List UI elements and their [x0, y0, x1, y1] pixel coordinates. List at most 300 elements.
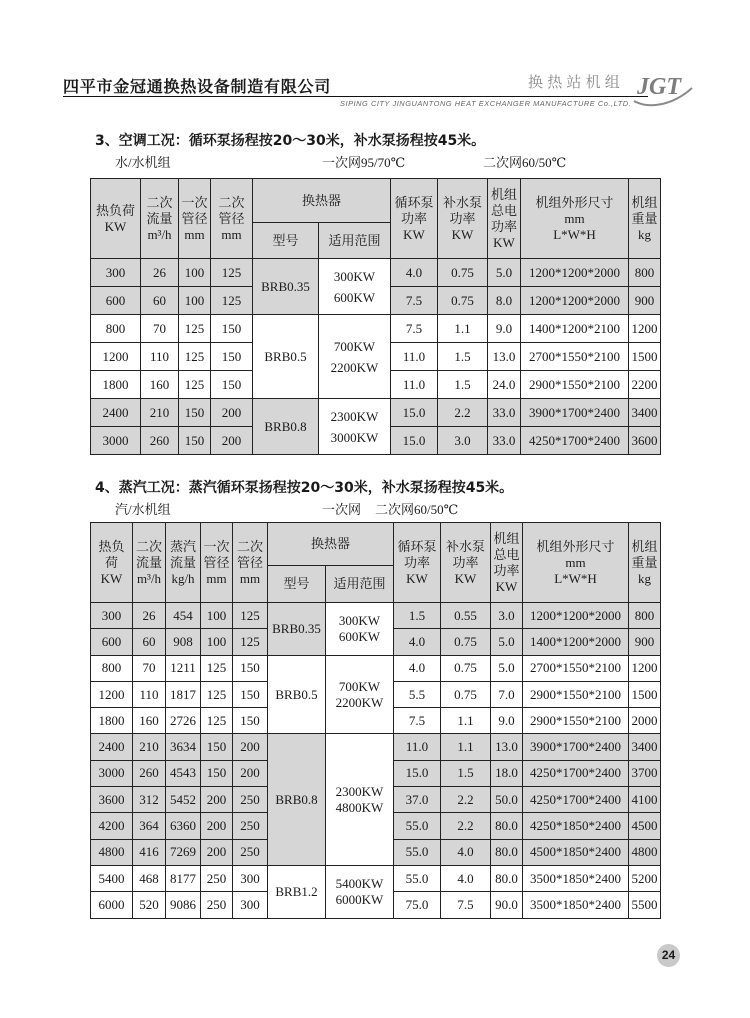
- total-power-cell: 24.0: [488, 371, 521, 399]
- makeup-pump-power-cell: 0.75: [441, 629, 491, 655]
- steam-flow-header: [166, 523, 201, 603]
- primary-pipe-cell: 100: [201, 629, 233, 655]
- heat-load-cell: 1200: [91, 343, 141, 371]
- header-row: [91, 179, 661, 223]
- makeup-pump-power-cell: 0.75: [441, 655, 491, 681]
- exchanger-range-cell-line: 700KW: [333, 338, 376, 354]
- secondary-flow-cell: 364: [133, 813, 166, 839]
- steam-flow-header-line: 蒸汽流量: [169, 538, 196, 570]
- total-power-header-line: 机组总电功率: [493, 530, 520, 578]
- dimensions-cell: 4250*1700*2400: [523, 760, 629, 786]
- steam-flow-cell: 6360: [166, 813, 201, 839]
- total-power-cell: 5.0: [491, 629, 523, 655]
- total-power-header-line: 机组总电功率: [491, 186, 518, 234]
- secondary-flow-header: [141, 179, 179, 259]
- dimensions-header-line: mm: [564, 210, 585, 226]
- secondary-flow-cell: 26: [141, 259, 179, 287]
- dimensions-cell: 1400*1200*2000: [523, 629, 629, 655]
- exchanger-range-cell-line: 6000KW: [335, 891, 384, 907]
- heat-load-header-line: 热负荷: [98, 538, 125, 570]
- makeup-pump-power-header: [438, 179, 488, 259]
- secondary-flow-cell: 160: [141, 371, 179, 399]
- heat-load-cell: 4800: [91, 839, 133, 865]
- circulation-pump-power-cell: 15.0: [391, 427, 438, 455]
- makeup-pump-power-cell: 4.0: [441, 865, 491, 891]
- exchanger-range-cell: [326, 865, 394, 918]
- secondary-pipe-header: [233, 523, 268, 603]
- weight-cell: 2000: [629, 708, 661, 734]
- circulation-pump-power-cell: 75.0: [394, 892, 441, 918]
- section-3-title: 3、空调工况：循环泵扬程按20～30米，补水泵扬程按45米。: [95, 133, 486, 149]
- primary-pipe-cell: 125: [179, 315, 211, 343]
- total-power-cell: 7.0: [491, 681, 523, 707]
- section-3-primary-net: 一次网95/70℃: [322, 155, 406, 170]
- table-row: [91, 865, 661, 891]
- weight-cell: 800: [629, 603, 661, 629]
- weight-cell: 4500: [629, 813, 661, 839]
- exchanger-range-cell-line: 5400KW: [335, 875, 384, 891]
- heat-load-header: [91, 523, 133, 603]
- secondary-flow-cell: 210: [133, 734, 166, 760]
- primary-pipe-header: [179, 179, 211, 259]
- heat-load-cell: 5400: [91, 865, 133, 891]
- secondary-flow-cell: 312: [133, 787, 166, 813]
- secondary-pipe-cell: 125: [211, 259, 253, 287]
- heat-load-cell: 600: [91, 629, 133, 655]
- heat-load-cell: 1800: [91, 708, 133, 734]
- exchanger-range-cell-line: 300KW: [338, 612, 381, 628]
- circulation-pump-power-cell: 4.0: [394, 655, 441, 681]
- dimensions-cell: 1200*1200*2000: [523, 603, 629, 629]
- logo-text: JGT: [637, 74, 681, 100]
- steam-flow-cell: 7269: [166, 839, 201, 865]
- makeup-pump-power-cell: 0.75: [441, 681, 491, 707]
- secondary-pipe-cell: 200: [211, 427, 253, 455]
- makeup-pump-power-cell: 1.5: [441, 760, 491, 786]
- heat-load-cell: 6000: [91, 892, 133, 918]
- weight-cell: 4800: [629, 839, 661, 865]
- circulation-pump-power-header-line: KW: [403, 226, 425, 242]
- table-row: [91, 734, 661, 760]
- secondary-pipe-cell: 125: [233, 603, 268, 629]
- makeup-pump-power-cell: 2.2: [438, 399, 488, 427]
- exchanger-range-cell-line: 600KW: [338, 628, 381, 644]
- secondary-pipe-header-line: 二次管径: [236, 538, 263, 570]
- total-power-cell: 90.0: [491, 892, 523, 918]
- section-3-unit-type: 水/水机组: [115, 155, 171, 170]
- exchanger-model-cell: BRB0.8: [268, 734, 326, 865]
- section-3-secondary-net: 二次网60/50℃: [483, 155, 567, 170]
- circulation-pump-power-header-line: KW: [406, 570, 428, 586]
- circulation-pump-power-cell: 55.0: [394, 865, 441, 891]
- section-4-secondary-net: 二次网60/50℃: [375, 502, 459, 517]
- secondary-flow-cell: 160: [133, 708, 166, 734]
- dimensions-cell: 2700*1550*2100: [523, 655, 629, 681]
- secondary-flow-cell: 520: [133, 892, 166, 918]
- secondary-pipe-header-line: mm: [239, 570, 261, 586]
- steam-flow-cell: 2726: [166, 708, 201, 734]
- steam-flow-cell: 8177: [166, 865, 201, 891]
- total-power-cell: 5.0: [491, 655, 523, 681]
- dimensions-header-line: mm: [565, 554, 586, 570]
- total-power-cell: 80.0: [491, 839, 523, 865]
- secondary-flow-cell: 26: [133, 603, 166, 629]
- circulation-pump-power-header-line: 循环泵功率: [394, 194, 434, 226]
- secondary-pipe-header: [211, 179, 253, 259]
- exchanger-range-cell-line: 2200KW: [335, 694, 384, 710]
- heat-load-cell: 3000: [91, 427, 141, 455]
- makeup-pump-power-cell: 2.2: [441, 787, 491, 813]
- heat-load-cell: 600: [91, 287, 141, 315]
- heat-load-header-line: KW: [100, 570, 123, 586]
- primary-pipe-cell: 125: [201, 681, 233, 707]
- makeup-pump-power-cell: 0.75: [438, 287, 488, 315]
- dimensions-header-line: L*W*H: [553, 226, 596, 242]
- circulation-pump-power-header: [394, 523, 441, 603]
- circulation-pump-power-cell: 7.5: [391, 287, 438, 315]
- exchanger-model-cell: BRB0.5: [268, 655, 326, 734]
- exchanger-range-cell: [319, 315, 391, 399]
- makeup-pump-power-header-line: 补水泵功率: [443, 194, 483, 226]
- primary-pipe-header-line: mm: [184, 226, 205, 242]
- secondary-pipe-cell: 200: [233, 760, 268, 786]
- exchanger-range-cell: [319, 399, 391, 455]
- weight-header-line: 机组重量: [631, 538, 658, 570]
- total-power-cell: 33.0: [488, 399, 521, 427]
- weight-cell: 900: [629, 629, 661, 655]
- weight-cell: 5200: [629, 865, 661, 891]
- primary-pipe-cell: 100: [179, 287, 211, 315]
- exchanger-model-cell: BRB1.2: [268, 865, 326, 918]
- secondary-flow-header-line: m³/h: [147, 226, 172, 242]
- secondary-flow-cell: 260: [133, 760, 166, 786]
- table-row: [91, 603, 661, 629]
- table-body: [91, 603, 661, 919]
- weight-cell: 4100: [629, 787, 661, 813]
- exchanger-range-cell-line: 2300KW: [335, 783, 384, 799]
- dimensions-header-line: 机组外形尺寸: [536, 538, 615, 554]
- range-header: 适用范围: [326, 566, 394, 603]
- exchanger-range-cell-line: 2300KW: [330, 408, 379, 424]
- dimensions-cell: 2900*1550*2100: [523, 681, 629, 707]
- circulation-pump-power-cell: 11.0: [391, 371, 438, 399]
- weight-cell: 1500: [629, 343, 661, 371]
- makeup-pump-power-cell: 1.5: [438, 343, 488, 371]
- secondary-flow-header: [133, 523, 166, 603]
- dimensions-cell: 4250*1850*2400: [523, 813, 629, 839]
- secondary-pipe-cell: 150: [211, 371, 253, 399]
- secondary-pipe-cell: 200: [211, 399, 253, 427]
- dimensions-cell: 3500*1850*2400: [523, 865, 629, 891]
- primary-pipe-cell: 150: [179, 399, 211, 427]
- makeup-pump-power-cell: 2.2: [441, 813, 491, 839]
- steam-flow-cell: 5452: [166, 787, 201, 813]
- weight-cell: 3400: [629, 399, 661, 427]
- section-4-title: 4、蒸汽工况：蒸汽循环泵扬程按20～30米，补水泵扬程按45米。: [95, 480, 514, 496]
- circulation-pump-power-cell: 11.0: [394, 734, 441, 760]
- exchanger-model-cell: BRB0.5: [253, 315, 319, 399]
- makeup-pump-power-cell: 1.1: [441, 734, 491, 760]
- company-name-en: SIPING CITY JINGUANTONG HEAT EXCHANGER MANUFACTURE Co.,LTD.: [340, 99, 632, 108]
- secondary-pipe-cell: 250: [233, 813, 268, 839]
- secondary-flow-cell: 70: [133, 655, 166, 681]
- heat-load-cell: 3000: [91, 760, 133, 786]
- weight-cell: 800: [629, 259, 661, 287]
- steam-flow-cell: 1817: [166, 681, 201, 707]
- dimensions-cell: 2900*1550*2100: [523, 708, 629, 734]
- makeup-pump-power-cell: 3.0: [438, 427, 488, 455]
- steam-spec-table: [90, 522, 661, 919]
- exchanger-model-cell: BRB0.35: [268, 603, 326, 656]
- primary-pipe-cell: 125: [179, 343, 211, 371]
- primary-pipe-cell: 100: [201, 603, 233, 629]
- heat-load-cell: 3600: [91, 787, 133, 813]
- primary-pipe-cell: 150: [201, 734, 233, 760]
- header-row: [91, 523, 661, 566]
- dimensions-cell: 1200*1200*2000: [521, 259, 629, 287]
- secondary-pipe-header-line: 二次管径: [218, 194, 245, 226]
- company-logo: [630, 66, 696, 108]
- primary-pipe-cell: 150: [201, 760, 233, 786]
- circulation-pump-power-cell: 4.0: [391, 259, 438, 287]
- section-4-unit-type: 汽/水机组: [115, 502, 171, 517]
- makeup-pump-power-header-line: KW: [451, 226, 474, 242]
- makeup-pump-power-cell: 1.5: [438, 371, 488, 399]
- dimensions-cell: 3500*1850*2400: [523, 892, 629, 918]
- table-row: [91, 655, 661, 681]
- secondary-flow-header-line: 二次流量: [146, 194, 173, 226]
- primary-pipe-cell: 150: [179, 427, 211, 455]
- company-name-cn: 四平市金冠通换热设备制造有限公司: [63, 79, 332, 96]
- primary-pipe-cell: 250: [201, 865, 233, 891]
- exchanger-range-cell-line: 2200KW: [330, 359, 379, 375]
- secondary-pipe-cell: 125: [233, 629, 268, 655]
- exchanger-range-cell: [326, 655, 394, 734]
- steam-flow-cell: 3634: [166, 734, 201, 760]
- total-power-header-line: KW: [493, 234, 515, 250]
- exchanger-model-cell: BRB0.35: [253, 259, 319, 315]
- circulation-pump-power-cell: 4.0: [394, 629, 441, 655]
- table-row: [91, 399, 661, 427]
- heat-load-cell: 1800: [91, 371, 141, 399]
- exchanger-model-cell: BRB0.8: [253, 399, 319, 455]
- product-line-title: 换热站机组: [528, 73, 625, 91]
- dimensions-cell: 4500*1850*2400: [523, 839, 629, 865]
- makeup-pump-power-cell: 0.75: [438, 259, 488, 287]
- circulation-pump-power-cell: 15.0: [391, 399, 438, 427]
- table-row: [91, 315, 661, 343]
- heat-load-cell: 800: [91, 315, 141, 343]
- exchanger-range-cell: [326, 734, 394, 865]
- total-power-cell: 9.0: [488, 315, 521, 343]
- steam-flow-cell: 908: [166, 629, 201, 655]
- heat-load-cell: 300: [91, 603, 133, 629]
- heat-load-cell: 2400: [91, 734, 133, 760]
- makeup-pump-power-cell: 4.0: [441, 839, 491, 865]
- page-number-text: 24: [661, 948, 676, 962]
- section-4-primary-net: 一次网: [322, 502, 362, 517]
- secondary-pipe-cell: 150: [233, 681, 268, 707]
- weight-cell: 2200: [629, 371, 661, 399]
- dimensions-cell: 2700*1550*2100: [521, 343, 629, 371]
- circulation-pump-power-cell: 7.5: [391, 315, 438, 343]
- weight-header-line: kg: [638, 226, 652, 242]
- heat-load-cell: 800: [91, 655, 133, 681]
- secondary-pipe-cell: 125: [211, 287, 253, 315]
- total-power-cell: 9.0: [491, 708, 523, 734]
- total-power-cell: 3.0: [491, 603, 523, 629]
- dimensions-header-line: L*W*H: [554, 570, 597, 586]
- circulation-pump-power-cell: 15.0: [394, 760, 441, 786]
- total-power-header: [488, 179, 521, 259]
- secondary-flow-cell: 60: [133, 629, 166, 655]
- weight-header: [629, 179, 661, 259]
- circulation-pump-power-header-line: 循环泵功率: [397, 538, 437, 570]
- circulation-pump-power-cell: 5.5: [394, 681, 441, 707]
- weight-header: [629, 523, 661, 603]
- circulation-pump-power-cell: 7.5: [394, 708, 441, 734]
- range-header: 适用范围: [319, 223, 391, 259]
- weight-header-line: kg: [638, 570, 652, 586]
- total-power-cell: 13.0: [488, 343, 521, 371]
- secondary-flow-header-line: m³/h: [136, 570, 162, 586]
- makeup-pump-power-header-line: 补水泵功率: [446, 538, 486, 570]
- circulation-pump-power-cell: 55.0: [394, 839, 441, 865]
- circulation-pump-power-header: [391, 179, 438, 259]
- exchanger-range-cell-line: 4800KW: [335, 799, 384, 815]
- dimensions-cell: 4250*1700*2400: [521, 427, 629, 455]
- steam-flow-header-line: kg/h: [171, 570, 195, 586]
- dimensions-cell: 4250*1700*2400: [523, 787, 629, 813]
- dimensions-cell: 3900*1700*2400: [523, 734, 629, 760]
- header-rule: [63, 96, 648, 97]
- weight-cell: 3700: [629, 760, 661, 786]
- makeup-pump-power-header: [441, 523, 491, 603]
- circulation-pump-power-cell: 11.0: [391, 343, 438, 371]
- exchanger-range-cell-line: 300KW: [333, 268, 376, 284]
- model-header: 型号: [268, 566, 326, 603]
- weight-cell: 1200: [629, 315, 661, 343]
- circulation-pump-power-cell: 55.0: [394, 813, 441, 839]
- heat-load-header-line: KW: [104, 218, 127, 234]
- secondary-flow-header-line: 二次流量: [135, 538, 162, 570]
- dimensions-cell: 1200*1200*2000: [521, 287, 629, 315]
- secondary-pipe-cell: 250: [233, 787, 268, 813]
- secondary-pipe-cell: 300: [233, 892, 268, 918]
- heat-load-cell: 1200: [91, 681, 133, 707]
- heat-load-header: [91, 179, 141, 259]
- air-conditioning-spec-table: [90, 178, 661, 455]
- secondary-pipe-cell: 150: [211, 343, 253, 371]
- circulation-pump-power-cell: 37.0: [394, 787, 441, 813]
- secondary-pipe-header-line: mm: [221, 226, 242, 242]
- exchanger-header: 换热器: [268, 523, 394, 566]
- exchanger-header: 换热器: [253, 179, 391, 223]
- secondary-pipe-cell: 300: [233, 865, 268, 891]
- page-number: [657, 944, 680, 967]
- primary-pipe-cell: 100: [179, 259, 211, 287]
- secondary-pipe-cell: 200: [233, 734, 268, 760]
- total-power-cell: 18.0: [491, 760, 523, 786]
- total-power-header-line: KW: [495, 578, 518, 594]
- makeup-pump-power-cell: 1.1: [438, 315, 488, 343]
- total-power-cell: 80.0: [491, 865, 523, 891]
- circulation-pump-power-cell: 1.5: [394, 603, 441, 629]
- primary-pipe-cell: 200: [201, 813, 233, 839]
- makeup-pump-power-header-line: KW: [454, 570, 477, 586]
- secondary-flow-cell: 416: [133, 839, 166, 865]
- table-header: [91, 523, 661, 603]
- secondary-flow-cell: 70: [141, 315, 179, 343]
- primary-pipe-header-line: mm: [206, 570, 227, 586]
- total-power-cell: 80.0: [491, 813, 523, 839]
- steam-flow-cell: 454: [166, 603, 201, 629]
- secondary-flow-cell: 110: [133, 681, 166, 707]
- exchanger-range-cell-line: 3000KW: [330, 429, 379, 445]
- dimensions-cell: 3900*1700*2400: [521, 399, 629, 427]
- table-header: [91, 179, 661, 259]
- primary-pipe-cell: 125: [201, 655, 233, 681]
- weight-cell: 5500: [629, 892, 661, 918]
- primary-pipe-cell: 200: [201, 839, 233, 865]
- weight-cell: 900: [629, 287, 661, 315]
- primary-pipe-cell: 125: [201, 708, 233, 734]
- total-power-cell: 50.0: [491, 787, 523, 813]
- dimensions-cell: 1400*1200*2100: [521, 315, 629, 343]
- dimensions-header-line: 机组外形尺寸: [535, 194, 614, 210]
- secondary-pipe-cell: 150: [211, 315, 253, 343]
- secondary-pipe-cell: 150: [233, 708, 268, 734]
- exchanger-range-cell: [319, 259, 391, 315]
- dimensions-header: [523, 523, 629, 603]
- table-row: [91, 259, 661, 287]
- total-power-cell: 13.0: [491, 734, 523, 760]
- steam-flow-cell: 1211: [166, 655, 201, 681]
- secondary-flow-cell: 210: [141, 399, 179, 427]
- heat-load-cell: 300: [91, 259, 141, 287]
- secondary-pipe-cell: 150: [233, 655, 268, 681]
- exchanger-range-cell-line: 700KW: [338, 678, 381, 694]
- weight-cell: 3400: [629, 734, 661, 760]
- weight-cell: 3600: [629, 427, 661, 455]
- weight-header-line: 机组重量: [631, 194, 658, 226]
- total-power-cell: 5.0: [488, 259, 521, 287]
- model-header: 型号: [253, 223, 319, 259]
- makeup-pump-power-cell: 7.5: [441, 892, 491, 918]
- primary-pipe-header-line: 一次管径: [203, 538, 230, 570]
- exchanger-range-cell-line: 600KW: [333, 289, 376, 305]
- makeup-pump-power-cell: 1.1: [441, 708, 491, 734]
- table-body: [91, 259, 661, 455]
- exchanger-range-cell: [326, 603, 394, 656]
- dimensions-cell: 2900*1550*2100: [521, 371, 629, 399]
- dimensions-header: [521, 179, 629, 259]
- heat-load-header-line: 热负荷: [95, 202, 135, 218]
- makeup-pump-power-cell: 0.55: [441, 603, 491, 629]
- secondary-flow-cell: 468: [133, 865, 166, 891]
- primary-pipe-cell: 200: [201, 787, 233, 813]
- secondary-flow-cell: 60: [141, 287, 179, 315]
- primary-pipe-cell: 125: [179, 371, 211, 399]
- weight-cell: 1200: [629, 655, 661, 681]
- heat-load-cell: 2400: [91, 399, 141, 427]
- secondary-flow-cell: 260: [141, 427, 179, 455]
- primary-pipe-header: [201, 523, 233, 603]
- steam-flow-cell: 9086: [166, 892, 201, 918]
- secondary-pipe-cell: 250: [233, 839, 268, 865]
- primary-pipe-cell: 250: [201, 892, 233, 918]
- secondary-flow-cell: 110: [141, 343, 179, 371]
